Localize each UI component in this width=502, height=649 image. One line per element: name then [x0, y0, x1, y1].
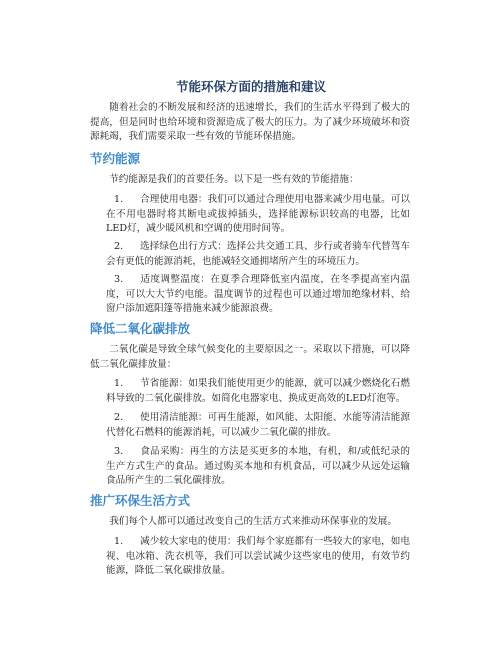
list-item	[106, 535, 410, 579]
list-item-text: 使用清洁能源：可再生能源，如风能、太阳能、水能等清洁能源代替化石燃料的能源消耗，可以减少二氧化碳的排放。	[106, 412, 410, 438]
list-item-text: 合理使用电器：我们可以通过合理使用电器来减少用电量。可以在不用电器时将其断电或拔掉插头，选择能源标识较高的电器，比如LED灯，减少暖风机和空调的使用时间等。	[106, 194, 410, 234]
section-lead: 我们每个人都可以通过改变自己的生活方式来推动环保事业的发展。	[109, 516, 397, 527]
section-lead: 节约能源是我们的首要任务。以下是一些有效的节能措施：	[109, 174, 359, 185]
list-item-number: 3.	[114, 446, 124, 457]
list-item-number: 1.	[114, 536, 124, 547]
list-item-text: 节省能源：如果我们能使用更少的能源，就可以减少燃烧化石燃料导致的二氧化碳排放。如简化电器家电、换成更高效的LED灯泡等。	[106, 378, 410, 404]
page-title: 节能环保方面的措施和建议	[175, 79, 326, 94]
list-item	[106, 240, 410, 269]
list-item-number: 1.	[114, 194, 124, 205]
list-item	[106, 445, 410, 489]
list-item-text: 食品采购：再生的方法是买更多的本地，有机，和/或低纪录的生产方式生产的食品。通过购买本地和有机食品，可以减少从远处运输食品所产生的二氧化碳排放。	[106, 446, 410, 486]
list-item	[106, 377, 410, 406]
list-item	[106, 273, 410, 317]
list-item-number: 1.	[114, 378, 124, 389]
section-heading-green-lifestyle: 推广环保生活方式	[90, 493, 191, 508]
list-item-text: 适度调整温度：在夏季合理降低室内温度，在冬季提高室内温度，可以大大节约电能。温度调节的过程也可以通过增加绝缘材料、给窗户添加遮阳篷等措施来减少能源浪费。	[106, 274, 410, 314]
list-item	[106, 193, 410, 237]
section-heading-save-energy: 节约能源	[90, 151, 141, 166]
list-item-number: 2.	[114, 241, 124, 252]
intro-paragraph: 随着社会的不断发展和经济的迅速增长，我们的生活水平得到了极大的提高，但是同时也给环境和资源造成了极大的压力。为了减少环境破坏和资源耗竭，我们需要采取一些有效的节能环保措施。	[90, 102, 410, 142]
list-item	[106, 411, 410, 440]
section-lead: 二氧化碳是导致全球气候变化的主要原因之一。采取以下措施，可以降低二氧化碳排放量：	[90, 344, 410, 370]
list-item-text: 选择绿色出行方式：选择公共交通工具、步行或者骑车代替驾车会有更低的能源消耗，也能减轻交通拥堵所产生的环境压力。	[106, 241, 410, 267]
list-item-text: 减少较大家电的使用：我们每个家庭都有一些较大的家电，如电视、电冰箱、洗衣机等，我们可以尝试减少这些家电的使用，有效节约能源，降低二氧化碳排放量。	[106, 536, 410, 576]
section-heading-reduce-co2: 降低二氧化碳排放	[90, 321, 191, 336]
list-item-number: 3.	[114, 274, 124, 285]
list-item-number: 2.	[114, 412, 124, 423]
